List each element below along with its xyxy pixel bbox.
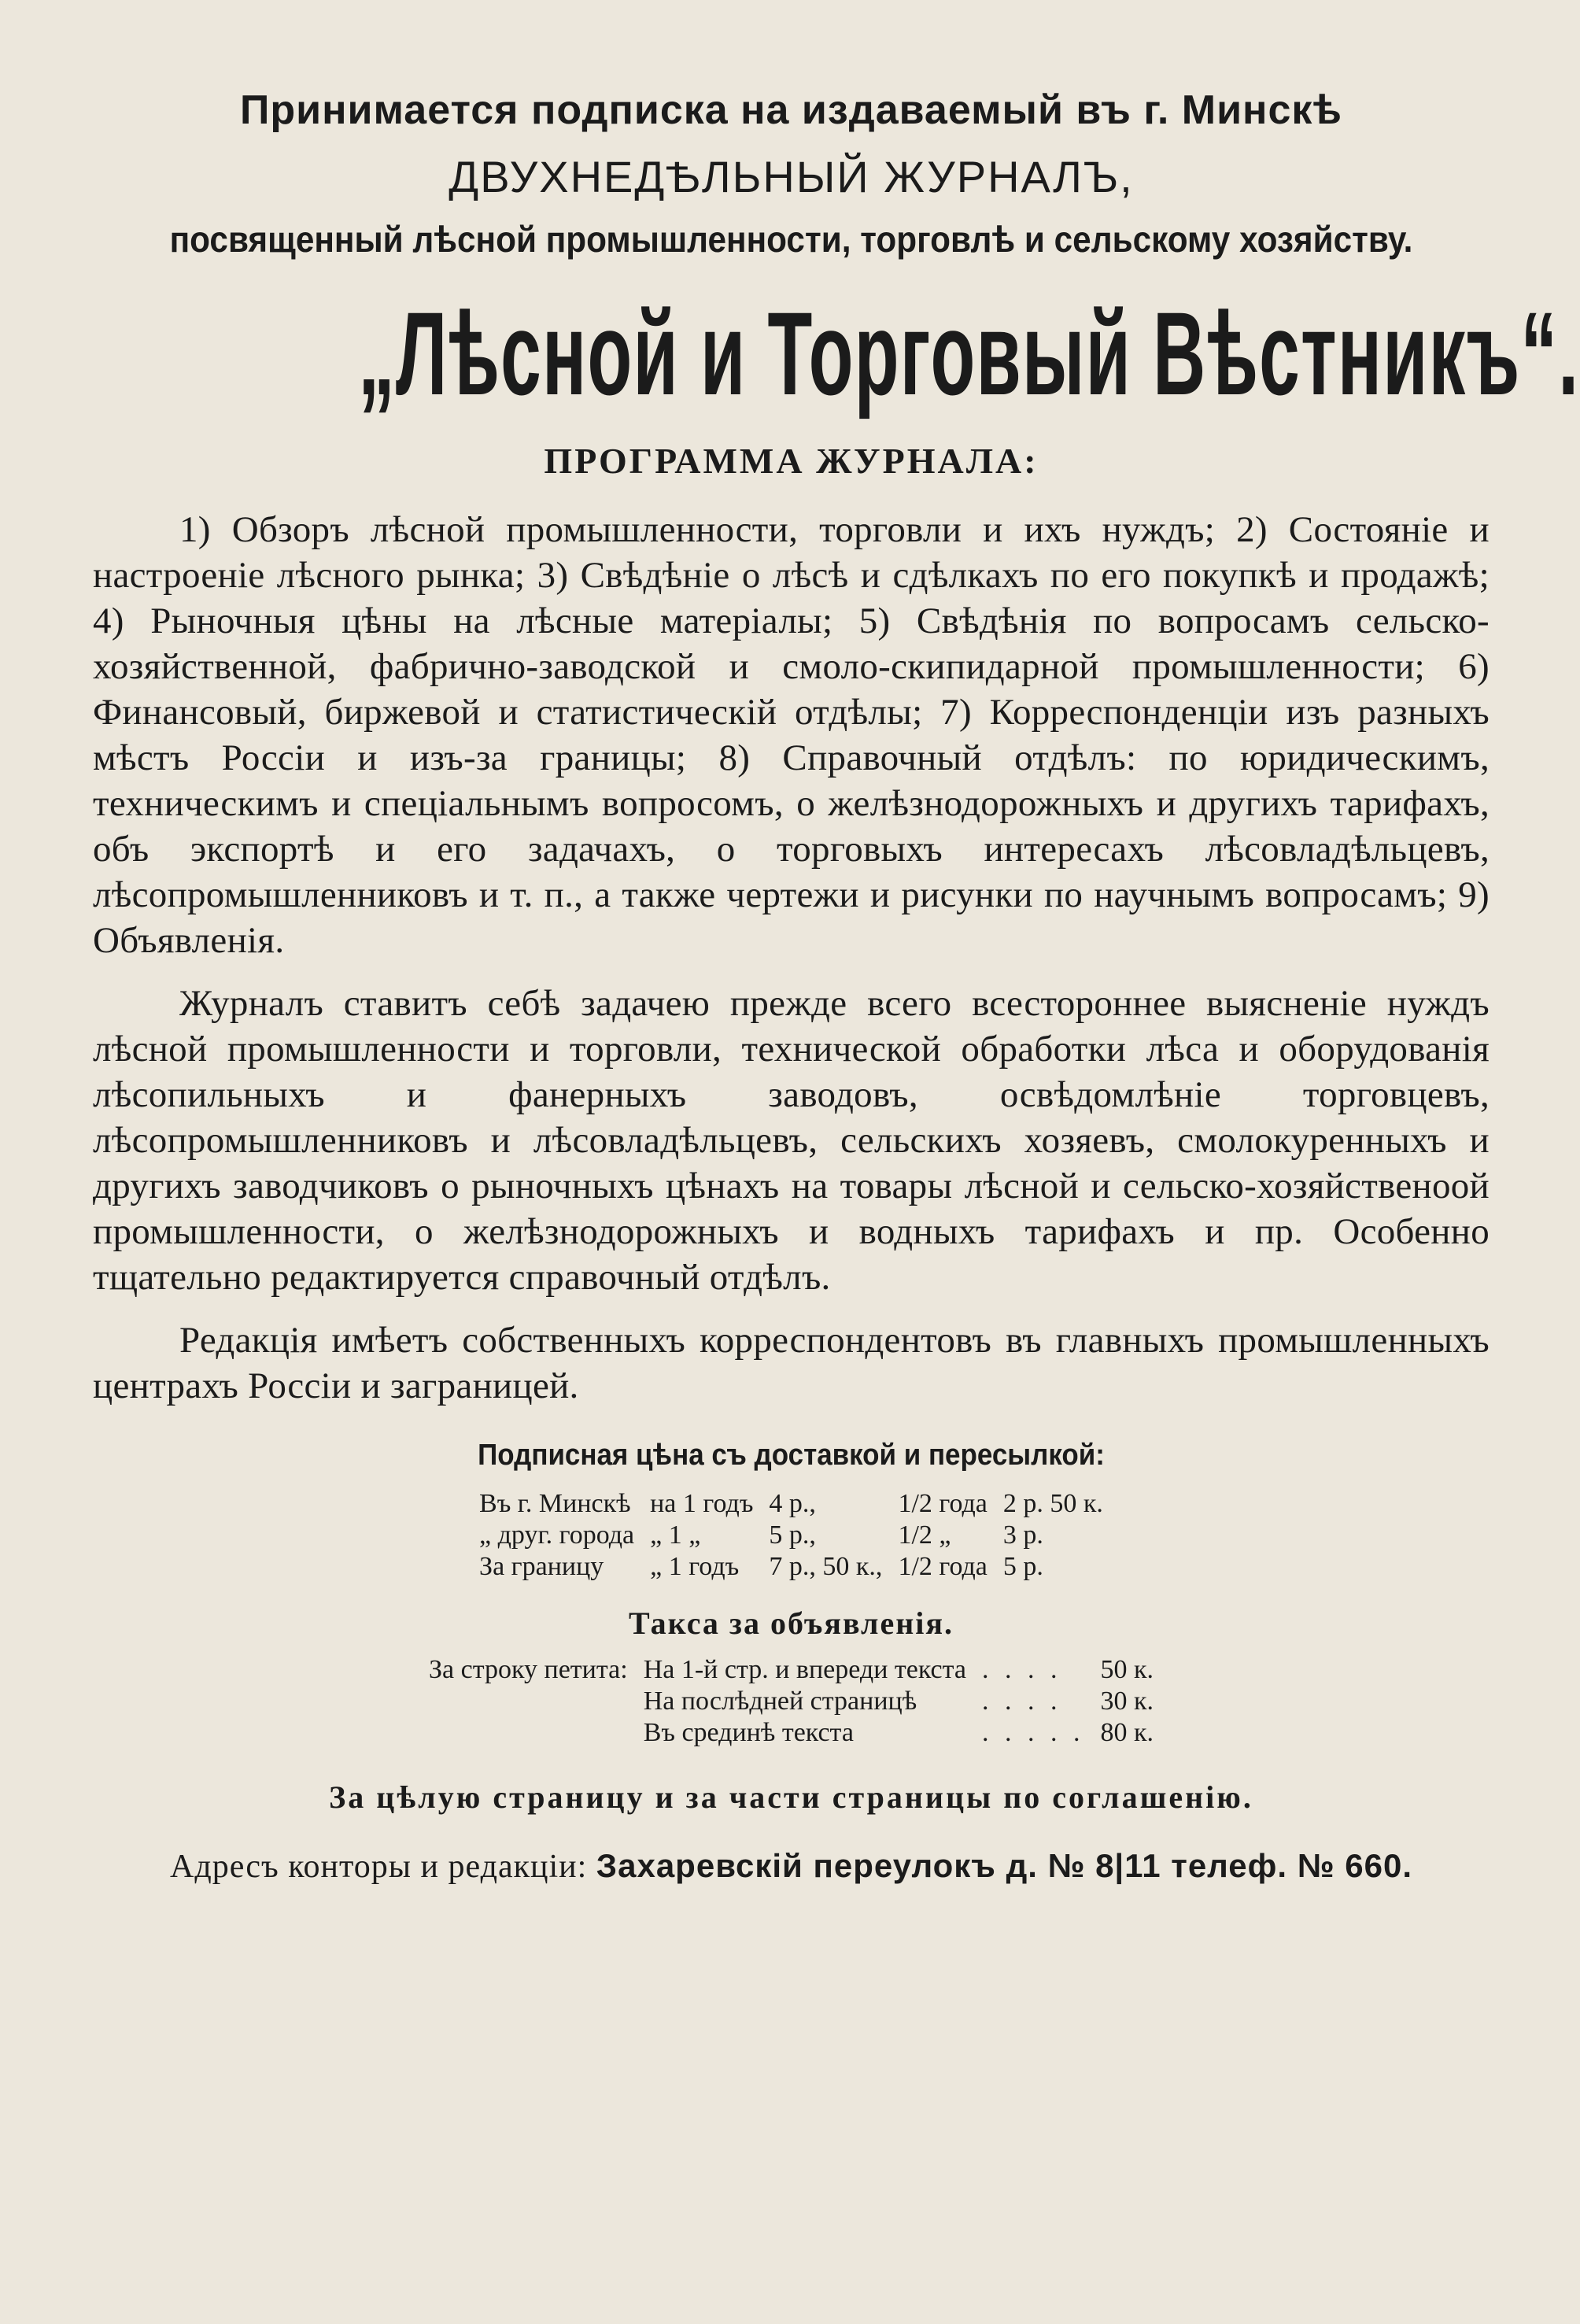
ads-price: 50 к.: [1100, 1654, 1154, 1684]
subscription-heading: Подписная цѣна съ доставкой и пересылкой:: [478, 1438, 1105, 1472]
leader-dots: . . . .: [981, 1654, 1062, 1684]
price-place: За границу: [479, 1551, 604, 1581]
price-value: 5 р.,: [769, 1520, 816, 1550]
office-address: [93, 1847, 1490, 1886]
table-row: [421, 1654, 1161, 1686]
ads-price: 80 к.: [1100, 1717, 1154, 1747]
price-period: „ 1 „: [650, 1520, 701, 1550]
ads-price: 30 к.: [1100, 1686, 1154, 1716]
price-period: „ 1 годъ: [650, 1551, 740, 1581]
price-value-half: 5 р.: [1002, 1551, 1043, 1581]
price-period: на 1 годъ: [650, 1488, 754, 1518]
ads-position: Въ срединѣ текста: [643, 1717, 854, 1747]
price-period-half: 1/2 „: [898, 1520, 951, 1550]
address-label: Адресъ конторы и редакціи:: [170, 1848, 588, 1885]
price-period-half: 1/2 года: [898, 1488, 988, 1518]
table-row: [471, 1520, 1111, 1551]
price-value: 4 р.,: [769, 1488, 816, 1518]
journal-title: „Лѣсной и Торговый Вѣстникъ“.: [358, 287, 1580, 419]
table-row: [421, 1717, 1161, 1749]
ads-heading: Такса за объявленія.: [628, 1605, 954, 1641]
leader-dots: . . . .: [981, 1686, 1062, 1716]
ads-price-table: [421, 1654, 1161, 1749]
ads-label: За строку петита:: [429, 1654, 628, 1684]
journal-type: ДВУХНЕДѢЛЬНЫЙ ЖУРНАЛЪ,: [449, 152, 1134, 201]
table-row: [471, 1551, 1111, 1583]
table-row: [471, 1488, 1111, 1520]
table-row: [421, 1686, 1161, 1717]
journal-dedication: посвященный лѣсной промышленности, торговлѣ и сельскому хозяйству.: [169, 219, 1413, 260]
price-place: Въ г. Минскѣ: [479, 1488, 631, 1518]
leader-dots: . . . . .: [981, 1717, 1085, 1747]
price-value-half: 2 р. 50 к.: [1002, 1488, 1103, 1518]
subscription-notice: Принимается подписка на издаваемый въ г. Минскѣ: [240, 87, 1342, 133]
price-place: „ друг. города: [479, 1520, 635, 1550]
whole-page-note: За цѣлую страницу и за части страницы по соглашенію.: [329, 1779, 1253, 1815]
subscription-price-table: [471, 1488, 1111, 1583]
program-heading: ПРОГРАММА ЖУРНАЛА:: [544, 440, 1039, 481]
price-value: 7 р., 50 к.,: [769, 1551, 883, 1581]
price-period-half: 1/2 года: [898, 1551, 988, 1581]
price-value-half: 3 р.: [1002, 1520, 1043, 1550]
ads-position: На послѣдней страницѣ: [643, 1686, 917, 1716]
mission-text: Журналъ ставитъ себѣ задачею прежде всего всестороннее выясненіе нуждъ лѣсной промышленности и торговли, технической обработки лѣса и оборудованія лѣсопильныхъ и фанерныхъ заводовъ, освѣдомлѣніе торговцевъ, лѣсопромышленниковъ и лѣсовладѣльцевъ, сельскихъ хозяевъ, смолокуренныхъ и другихъ заводчиковъ о рыночныхъ цѣнахъ на товары лѣсной и сельско-хозяйственоой промышленности, о желѣзнодорожныхъ и водныхъ тарифахъ и пр. Особенно тщательно редактируется справочный отдѣлъ.: [93, 982, 1490, 1298]
ads-position: На 1-й стр. и впереди текста: [643, 1654, 966, 1684]
correspondents-text: Редакція имѣетъ собственныхъ корреспондентовъ въ главныхъ промышленныхъ центрахъ Россіи и заграницей.: [93, 1319, 1490, 1406]
address-value: Захаревскій переулокъ д. № 8|11 телеф. № 660.: [596, 1846, 1412, 1884]
program-text: 1) Обзоръ лѣсной промышленности, торговли и ихъ нуждъ; 2) Состояніе и настроеніе лѣсного рынка; 3) Свѣдѣніе о лѣсѣ и сдѣлкахъ по его покупкѣ и продажѣ; 4) Рыночныя цѣны на лѣсные матеріалы; 5) Свѣдѣнія по вопросамъ сельско-хозяйственной, фабрично-заводской и смоло-скипидарной промышленности; 6) Финансовый, биржевой и статистическій отдѣлы; 7) Корреспонденціи изъ разныхъ мѣстъ Россіи и изъ-за границы; 8) Справочный отдѣлъ: по юридическимъ, техническимъ и спеціальнымъ вопросомъ, о желѣзнодорожныхъ и другихъ тарифахъ, объ экспортѣ и его задачахъ, о торговыхъ интересахъ лѣсовладѣльцевъ, лѣсопромышленниковъ и т. п., а также чертежи и рисунки по научнымъ вопросамъ; 9) Объявленія.: [93, 508, 1490, 961]
